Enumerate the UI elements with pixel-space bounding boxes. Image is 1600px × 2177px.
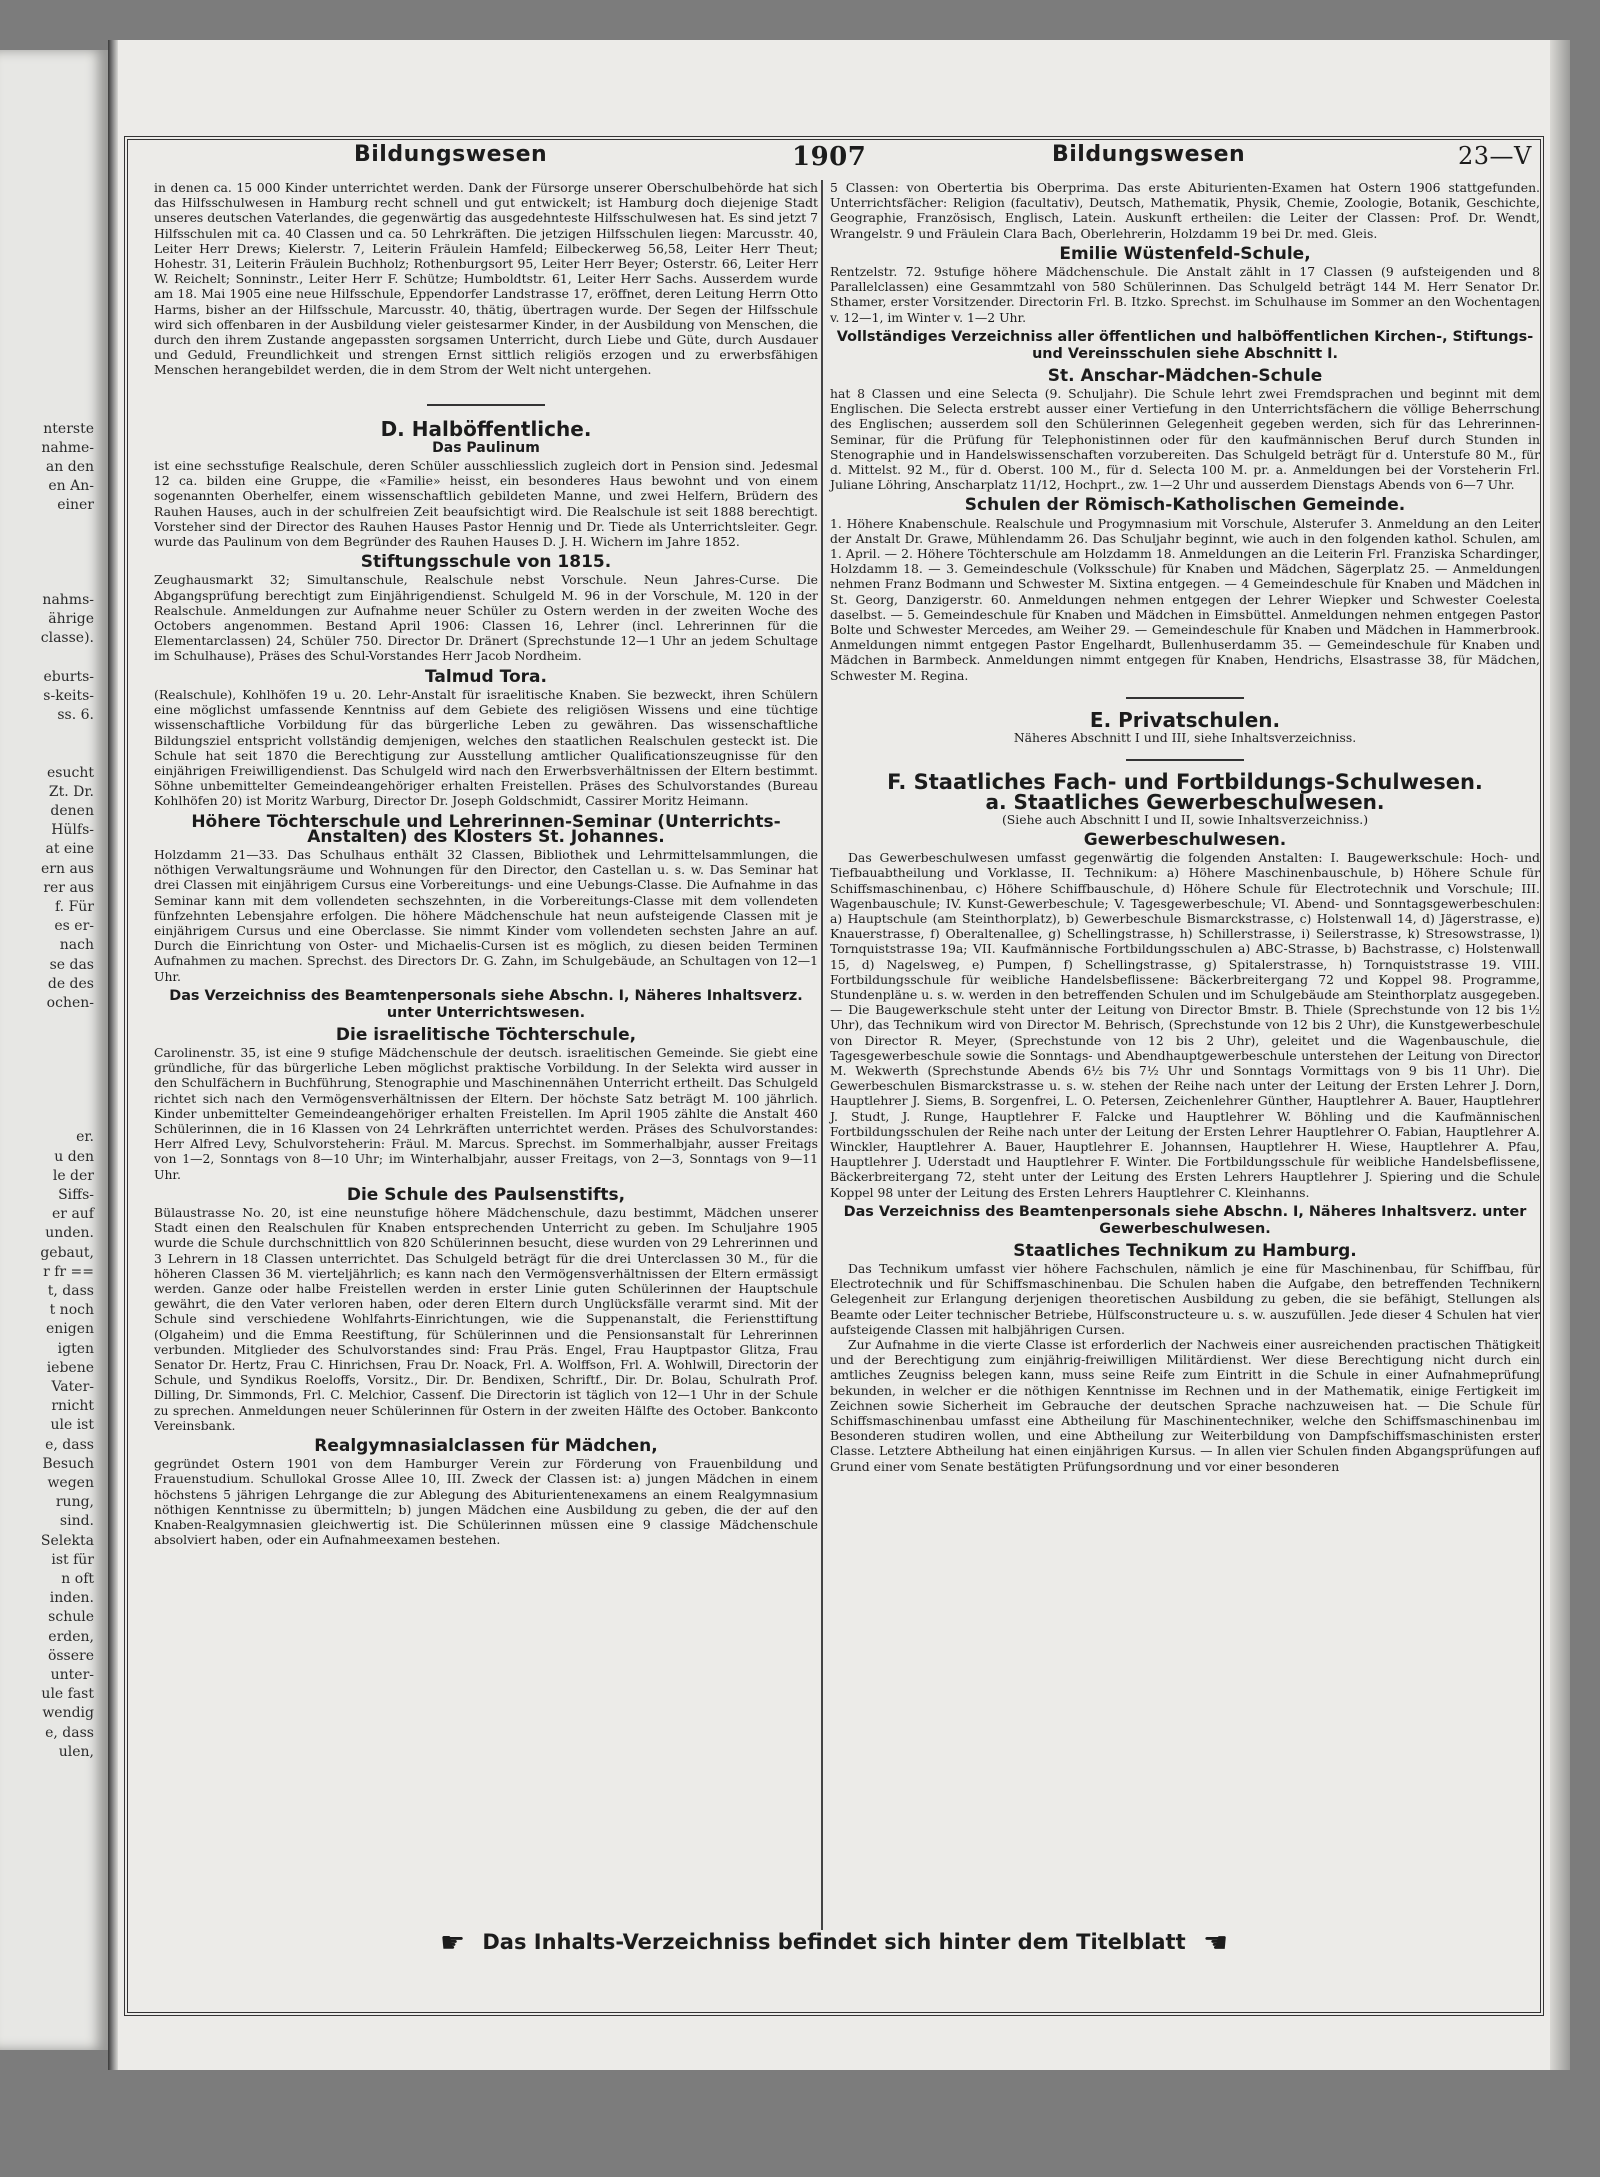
left-page-fragment: s-keits- (43, 687, 94, 704)
left-page-fragment: u den (54, 1148, 94, 1165)
realgymnasial-continuation: 5 Classen: von Obertertia bis Oberprima. Das erste Abiturienten-Examen hat Ostern 1906 stattgefunden. Unterrichtsfächer: Religion (facultativ), Deutsch, Mathematik, Physik, Chemie, Zoologie, Botanik, Geschichte, Geographie, Französisch, Englisch, Latein. Auskunft ertheilen: die Leiter der Classen: Prof. Dr. Wendt, Wrangelstr. 9 und Fräulein Clara Bach, Oberlehrerin, Holzdamm 19 bei Dr. med. Gleis. (830, 180, 1540, 241)
left-page-fragment: f. Für (54, 899, 94, 915)
right-column (830, 180, 1540, 1474)
wuestenfeld-text: Rentzelstr. 72. 9stufige höhere Mädchenschule. Die Anstalt zählt in 17 Classen (9 aufsteigenden und 8 Parallelclassen) eine Gesammtzahl von 580 Schülerinnen. Das Schulgeld beträgt 144 M. Herr Senator Dr. Sthamer, erster Vorsitzender. Directorin Frl. B. Itzko. Sprechst. im Schulhause im Sommer an den Wochentagen v. 12—1, im Winter v. 1—2 Uhr. (830, 264, 1540, 325)
section-heading-d: D. Halböffentliche. (380, 416, 592, 441)
left-page-fragment: ochen- (46, 995, 94, 1011)
left-page-fragment: össere (47, 1647, 94, 1664)
paulsenstift-heading: Die Schule des Paulsenstifts, (346, 1184, 626, 1205)
left-page-fragment: unden. (45, 1225, 94, 1242)
left-page-fragment: le der (52, 1167, 94, 1184)
st-anschar-heading: St. Anschar-Mädchen-Schule (1047, 365, 1323, 386)
left-page-fragment: nahms- (42, 592, 94, 608)
left-page-fragment: ist für (51, 1551, 94, 1568)
left-page-fragment: er. (76, 1129, 94, 1146)
israelitische-toechterschule-heading: Die israelitische Töchterschule, (335, 1024, 637, 1045)
verzeichniss-note: Vollständiges Verzeichniss aller öffentlichen und halböffentlichen Kirchen-, Stiftungs- und Vereinsschulen siehe Abschnitt I. (836, 328, 1534, 362)
left-page-fragment: t, dass (47, 1283, 94, 1299)
israelitische-toechterschule-text: Carolinenstr. 35, ist eine 9 stufige Mädchenschule der deutsch. israelitischen Gemeinde. Sie giebt eine gründliche, für das bürgerliche Leben möglichst praktische Vorbildung. In der Selekta wird ausser in den Schulfächern in Buchführung, Stenographie und Maschinennähen Unterricht ertheilt. Das Schulgeld richtet sich nach den Vermögensverhältnissen der Eltern. Der höchste Satz beträgt M. 100 jährlich. Kinder unbemittelter Gemeindeangehöriger erhalten Freistellen. Im April 1905 zählte die Anstalt 460 Schülerinnen, die in 16 Klassen von 24 Lehrkräften unterrichtet werden. Präses des Schulvorstandes: Herr Alfred Levy, Schulvorsteherin: Fräul. M. Marcus. Sprechst. im Sommerhalbjahr, ausser Freitags von 1—2, Sonntags von 8—10 Uhr; im Winterhalbjahr, ausser Freitags, von 2—3, Sonntags von 9—11 Uhr. (154, 1044, 818, 1182)
katholische-schulen-text: 1. Höhere Knabenschule. Realschule und Progymnasium mit Vorschule, Alsterufer 3. Anmeldung an den Leiter der Anstalt Dr. Grawe, Mühlendamm 26. Das Schuljahr beginnt, wie auch in den folgenden kathol. Schulen, am 1. April. — 2. Höhere Töchterschule am Holzdamm 18. Anmeldungen an die Leiterin Frl. Franziska Schardinger, Holzdamm 18. — 3. Gemeindeschule (Volksschule) für Knaben und Mädchen, Sägerplatz 25. — Anmeldungen nehmen Franz Bodmann und Schwester M. Sixtina entgegen. — 4 Gemeindeschule für Knaben und Mädchen in St. Georg, Danzigerstr. 60. Anmeldungen nehmen entgegen der Lehrer Wiepker und Schwester Coelesta daselbst. — 5. Gemeindeschule für Knaben und Mädchen in Eimsbüttel. Anmeldungen nehmen entgegen Pastor Bolte und Schwester Mercedes, am Weiher 29. — Gemeindeschule für Knaben und Mädchen in Hammerbrook. Anmeldungen nimmt entgegen Pastor Engelhardt, Bullenhuserdamm 35. — Gemeindeschule für Knaben und Mädchen in Barmbeck. Anmeldungen nimmt entgegen für Knaben, Hendrichs, Elsastrasse 38, für Mädchen, Schwester M. Regina. (830, 515, 1540, 683)
left-page-fragment: ährige (48, 611, 94, 627)
left-page-fragment: nterste (43, 421, 94, 437)
hilfsschulen-paragraph: in denen ca. 15 000 Kinder unterrichtet werden. Dank der Fürsorge unserer Oberschulbehörde hat sich das Hilfsschulwesen in Hamburg recht schnell und gut entwickelt; ist Hamburg doch diejenige Stadt unseres deutschen Vaterlandes, die gegenwärtig das ausgedehnteste Hilfsschulwesen hat. Es sind jetzt 7 Hilfsschulen mit ca. 40 Classen und ca. 50 Lehrkräften. Die jetzigen Hilfsschulen liegen: Marcusstr. 40, Leiter Herr Drews; Kielerstr. 7, Leiterin Fräulein Hamfeld; Eilbeckerweg 56,58, Leiter Herr Theut; Hohestr. 31, Leiterin Fräulein Buchholz; Rothenburgsort 95, Leiter Herr Beyer; Osterstr. 66, Leiter Herr W. Reichelt; Sonninstr., Leiter Herr F. Schütze; Humboldtstr. 61, Leiter Herr Sachs. Ausserdem wurde am 18. Mai 1905 eine neue Hilfsschule, Eppendorfer Landstrasse 17, eröffnet, deren Leitung Herrn Otto Harms, bisher an der Hilfsschule, Marcusstr. 40, thätig, übertragen wurde. Der Segen der Hilfsschule wird sich offenbaren in der Ausbildung vieler geistesarmer Kinder, in der Ausbildung von Menschen, die durch den ihrem Zustande angepassten sorgsamen Unterricht, durch Liebe und Güte, durch Ausdauer und Geduld, Freundlichkeit und strengen Ernst sittlich religiös erzogen und zu erwerbsfähigen Menschen herangebildet werden, die in dem Strom der Welt nicht untergehen. (154, 180, 818, 378)
left-page-fragment: n oft (61, 1571, 94, 1587)
left-page-fragment: ss. 6. (57, 707, 94, 723)
technikum-heading: Staatliches Technikum zu Hamburg. (1013, 1240, 1357, 1261)
left-page-fragment: de des (47, 975, 94, 992)
left-page-fragment: Zt. Dr. (48, 783, 94, 800)
left-page-fragment: unter- (50, 1667, 94, 1683)
footer-notice (118, 1926, 1550, 1959)
gewerbeschul-beamtenpersonal-note: Das Verzeichniss des Beamtenpersonals siehe Abschn. I, Näheres Inhaltsverz. unter Gewerbeschulwesen. (843, 1203, 1527, 1237)
gewerbeschulwesen-text: Das Gewerbeschulwesen umfasst gegenwärtig die folgenden Anstalten: I. Baugewerkschule: Hoch- und Tiefbauabtheilung und Vorklasse, II. Technikum: a) Höhere Maschinenbauschule, b) Höhere Schule für Schiffsmaschinenbau, c) Höhere Schiffbauschule, d) Höhere Schule für Electrotechnik und Vorschule; III. Wagenbauschule; IV. Kunst-Gewerbeschule; V. Tagesgewerbeschule; VI. Abend- und Sonntagsgewerbeschulen: a) Hauptschule (am Steinthorplatz), b) Gewerbeschule Bismarckstrasse, c) Holstenwall 14, d) Jägerstrasse, e) Knauerstrasse, f) Oberaltenallee, g) Schellingstrasse, h) Schillerstrasse, i) Seilerstrasse, k) Stresowstrasse, l) Tornquiststrasse 19a; VII. Kaufmännische Fortbildungsschulen a) ABC-Strasse, b) Bachstrasse, c) Holstenwall 15, d) Nagelsweg, e) Pumpen, f) Schellingstrasse, g) Spitalerstrasse, h) Tornquiststrasse 19. VIII. Fortbildungsschule für weibliche Handelsbeflissene: Bäckerbreitergang 72 und Koppel 98. Programme, Stundenpläne u. s. w. werden in den betreffenden Schulen und im Schulgebäude am Steinthorplatz ausgegeben. — Die Baugewerkschule steht unter der Leitung von Director Bmstr. B. Thiele (Sprechstunde von 12 bis 1½ Uhr), das Technikum wird von Director M. Behrisch, (Sprechstunde von 12 bis 2 Uhr), die Kunstgewerbeschule von Director R. Meyer, (Sprechstunde von 12 bis 2 Uhr), geleitet und die Wagenbauschule, die Tagesgewerbeschule sowie die Sonntags- und Abendhauptgewerbeschule unterstehen der Leitung von Director M. Wekwerth (Sprechstunde Abends 6½ bis 7½ Uhr und Sonntags Vormittags von 9 bis 11 Uhr). Die Gewerbeschulen Bismarckstrasse u. s. w. stehen der Reihe nach unter der Leitung der Ersten Lehrer J. Dorn, Hauptlehrer J. Siems, B. Sorgenfrei, L. O. Petersen, Zeichenlehrer Günther, Hauptlehrer A. Bauer, Hauptlehrer J. Studt, J. Runge, Hauptlehrer F. Falcke und Hauptlehrer W. Böhling und die Kaufmännischen Fortbildungsschulen der Reihe nach unter der Leitung der Ersten Lehrer Hauptlehrer O. Fabian, Hauptlehrer A. Winckler, Hauptlehrer A. Bauer, Hauptlehrer E. Johannsen, Hauptlehrer H. Wiese, Hauptlehrer A. Pfau, Hauptlehrer J. Uderstadt und Hauptlehrer F. Winter. Die Fortbildungsschule für weibliche Handelsbeflissene, Bäckerbreitergang 72, steht unter der Leitung des Ersten Lehrers Hauptlehrer J. Spiering und die Schule Koppel 98 unter der Leitung des Ersten Lehrers Hauptlehrer C. Kleinhanns. (830, 850, 1540, 1200)
talmud-tora-text: (Realschule), Kohlhöfen 19 u. 20. Lehr-Anstalt für israelitische Knaben. Sie bezweckt, ihren Schülern eine möglichst umfassende Kenntniss auf dem Gebiete des religiösen Wissens und eine tüchtige wissenschaftliche Vorbildung für das bürgerliche Leben zu gewähren. Das wissenschaftliche Bildungsziel entspricht vollständig demjenigen, welches den staatlichen Realschulen gesteckt ist. Die Schule hat seit 1870 die Berechtigung zur Ausstellung amtlicher Qualificationszeugnisse für den einjährigen Freiwilligendienst. Das Schulgeld wird nach den Erwerbsverhältnissen der Eltern bestimmt. Söhne unbemittelter Gemeindeangehöriger erhalten Freistellen. Präses des Schulvorstandes (Bureau Kohlhöfen 20) ist Moritz Warburg, Director Dr. Joseph Goldschmidt, Cassirer Moritz Heimann. (154, 686, 818, 809)
left-page-fragment: igten (57, 1340, 94, 1357)
left-page-fragment: iebene (46, 1359, 94, 1376)
section-rule (1126, 759, 1244, 761)
section-rule (427, 404, 545, 406)
left-page-fragment: eburts- (43, 668, 94, 685)
left-page-fragment: ern aus (41, 860, 94, 877)
left-page-fragment: ule fast (41, 1686, 94, 1703)
left-page-fragment: esucht (47, 764, 94, 781)
left-page-fragment: se das (49, 956, 94, 973)
left-page-fragment: r fr == (43, 1263, 94, 1280)
left-page-fragment: rnicht (51, 1398, 94, 1415)
left-page-fragment: denen (50, 803, 94, 819)
page (118, 40, 1550, 2070)
st-johannes-heading: Höhere Töchterschule und Lehrerinnen-Seminar (Unterrichts-Anstalten) des Klosters St. Johannes. (191, 811, 781, 847)
left-page-fragment: einer (57, 497, 94, 513)
pointing-hand-left-icon: ☚ (1202, 1926, 1229, 1959)
subsection-heading-a: a. Staatliches Gewerbeschulwesen. (985, 789, 1385, 814)
katholische-schulen-heading: Schulen der Römisch-Katholischen Gemeinde. (964, 495, 1406, 516)
footer-text: Das Inhalts-Verzeichniss befindet sich hinter dem Titelblatt (482, 1930, 1186, 1954)
talmud-tora-heading: Talmud Tora. (425, 666, 547, 687)
stiftungsschule-heading: Stiftungsschule von 1815. (360, 552, 612, 573)
technikum-text: Das Technikum umfasst vier höhere Fachschulen, nämlich je eine für Maschinenbau, für Schiffbau, für Electrotechnik und für Schiffsmaschinenbau. Die Schulen haben die Aufgabe, den betreffenden Technikern Gelegenheit zur Erlangung derjenigen theoretischen Ausbildung zu geben, die sie befähigt, Stellungen als Beamte oder Leiter technischer Betriebe, Hülfsconstructeure u. s. w. auszufüllen. Jede dieser 4 Schulen hat vier aufsteigende Classen mit halbjährigen Cursen. (830, 1260, 1540, 1337)
left-page-fragment: t noch (49, 1302, 94, 1319)
stiftungsschule-text: Zeughausmarkt 32; Simultanschule, Realschule nebst Vorschule. Neun Jahres-Curse. Die Abgangsprüfung berechtigt zum Einjährigendienst. Schulgeld M. 96 in der Vorschule, M. 120 in der Realschule. Anmeldungen zur Aufnahme neuer Schüler zu Ostern werden in der zweiten Woche des Octobers angenommen. Bestand April 1906: Classen 16, Lehrer (incl. Lehrerinnen für die Elementarclassen) 24, Schüler 750. Director Dr. Dränert (Sprechstunde 12—1 Uhr an jedem Schultage im Schulhause), Präses des Schul-Vorstandes Herr Jacob Nordheim. (154, 572, 818, 664)
left-page-fragment: ulen, (58, 1743, 94, 1760)
book-gutter (108, 40, 118, 2070)
realgymnasialclassen-text: gegründet Ostern 1901 von dem Hamburger Verein zur Förderung von Frauenbildung und Frauenstudium. Schullokal Grosse Allee 10, III. Zweck der Classen ist: a) jungen Mädchen in einem höchstens 5 jährigen Lehrgange die zur Ablegung des Abiturientenexamens an einem Realgymnasium nöthigen Kenntnisse zu übermitteln; b) jungen Mädchen eine Ausbildung zu geben, die der auf den Knaben-Realgymnasien gleichwertig ist. Die Schülerinnen müssen eine 9 classige Mädchenschule absolviert haben, oder ein Aufnahmeexamen bestehen. (154, 1456, 818, 1548)
section-rule (1126, 697, 1244, 699)
column-divider (821, 180, 823, 1930)
st-johannes-text: Holzdamm 21—33. Das Schulhaus enthält 32 Classen, Bibliothek und Lehrmittelsammlungen, die nöthigen Verwaltungsräume und Wohnungen für den Director, den Castellan u. s. w. Das Seminar hat drei Classen mit einjährigem Cursus eine Vorbereitungs- und eine Uebungs-Classe. Die Aufnahme in das Seminar kann mit dem vollendeten sechszehnten, in die Vorbereitungs-Classe mit dem vollendeten fünfzehnten Lebensjahre erfolgen. Die höhere Mädchenschule hat neun aufsteigende Classen mit je einjährigem Cursus und eine Oberclasse. Sie nimmt Kinder vom vollendeten sechsten Jahre an auf. Durch die Einrichtung von Oster- und Michaelis-Cursen ist es möglich, zu diesen beiden Terminen Aufnahmen zu machen. Sprechst. des Directors Dr. G. Zahn, im Schulgebäude, an Schultagen von 12—1 Uhr. (154, 846, 818, 984)
paulinum-heading: Das Paulinum (432, 439, 540, 456)
left-page-fragment: Selekta (40, 1532, 94, 1549)
header-right-title: Bildungswesen (1052, 142, 1246, 167)
left-page-fragment: ule ist (50, 1417, 94, 1434)
wuestenfeld-heading: Emilie Wüstenfeld-Schule, (1059, 243, 1311, 264)
section-heading-e: E. Privatschulen. (1089, 707, 1281, 732)
left-page-fragment: nahme- (41, 440, 94, 456)
left-page-fragment: e, dass (45, 1436, 94, 1453)
paulinum-text: ist eine sechsstufige Realschule, deren Schüler ausschliesslich zugleich dort in Pension sind. Jedesmal 12 ca. bilden eine Gruppe, die «Familie» heisst, ein besonderes Haus bewohnt und von einem sogenannten Oberhelfer, einem wissenschaftlich gebildeten Manne, und zwei Helfern, Brüdern des Rauhen Hauses, auch in der schulfreien Zeit beaufsichtigt wird. Die Realschule ist seit 1888 berechtigt. Vorsteher sind der Director des Rauhen Hauses Pastor Hennig und Dr. Tiede als Unterrichtsleiter. Gegr. wurde das Paulinum von dem Begründer des Rauhen Hauses D. J. H. Wichern im Jahre 1852. (154, 458, 818, 550)
left-page-fragment: erden, (48, 1628, 94, 1645)
page-edge-right (1550, 40, 1570, 2070)
technikum-text-2: Zur Aufnahme in die vierte Classe ist erforderlich der Nachweis einer ausreichenden practischen Thätigkeit und der Berechtigung zum einjährig-freiwilligen Militärdienst. Wer diese Berechtigung nicht durch ein amtliches Zeugniss belegen kann, muss seine Reife zum Eintritt in die Schule in einer Aufnahmeprüfung bekunden, in welcher er die nöthigen Kenntnisse im Rechnen und in der Mathematik, einige Fertigkeit im Zeichnen sowie Sicherheit im Gebrauche der deutschen Sprache nachzuweisen hat. — Die Schule für Schiffsmaschinenbau umfasst eine Abtheilung für Maschinentechniker, welche den Schiffsmaschinenbau im Besonderen studiren wollen, und eine Abtheilung zur Weiterbildung von Dampfschiffsmaschinisten erster Classe. Letztere Abtheilung hat einen einjährigen Kursus. — In allen vier Schulen finden Abgangsprüfungen auf Grund einer vom Senate bestätigten Prüfungsordnung und vor einer besonderen (830, 1337, 1540, 1474)
left-page-fragment: inden. (49, 1590, 94, 1607)
left-page-fragment: er auf (52, 1206, 94, 1223)
paulsenstift-text: Bülaustrasse No. 20, ist eine neunstufige höhere Mädchenschule, dazu bestimmt, Mädchen unserer Stadt einen den Realschulen für Knaben entsprechenden Unterricht zu geben. Im Schuljahre 1905 wurde die Schule durchschnittlich von 820 Schülerinnen besucht, diese wurden von 29 Lehrerinnen und 3 Lehrern in 18 Classen unterrichtet. Das Schulgeld beträgt für die drei Unterclassen 30 M., für die höheren Classen 36 M. vierteljährlich; es kann nach den Vermögensverhältnissen der Eltern ermässigt werden. Ganze oder halbe Freistellen werden in erster Linie guten Schülerinnen der Hauptschule gewährt, die den Vater verloren haben, oder deren Eltern durch Unglücksfälle verarmt sind. Mit der Schule sind verschiedene Wohlfahrts-Einrichtungen, wie die Suppenanstalt, die Feriensttiftung (Olgaheim) und die Emma Reestiftung, für Schülerinnen und die Pensionsanstalt für Lehrerinnen verbunden. Mitglieder des Schulvorstandes sind: Frau Präs. Engel, Frau Hauptpastor Glitza, Frau Senator Dr. Hertz, Frau C. Hinrichsen, Frau Dr. Noack, Frl. A. Wolffson, Frl. A. Wohlwill, Directorin der Schule, und Syndikus Roeloffs, Vorsitz., Dir. Dr. Bendixen, Schriftf., Dir. Dr. Bolau, Schulrath Prof. Dilling, Dr. Simmonds, Frl. C. Melchior, Cassenf. Die Directorin ist täglich von 12—1 Uhr in der Schule zu sprechen. Anmeldungen neuer Schülerinnen für Ostern in der zweiten Hälfte des October. Bankconto Vereinsbank. (154, 1204, 818, 1433)
left-page-fragment: en An- (48, 478, 94, 494)
st-anschar-text: hat 8 Classen und eine Selecta (9. Schuljahr). Die Schule lehrt zwei Fremdsprachen und beginnt mit dem Englischen. Die Selecta erstrebt ausser einer Vertiefung in den Unterrichtsfächern die völlige Beherrschung des Englischen; ausserdem soll den Schülerinnen Gelegenheit gegeben werden, sich für das Lehrerinnen-Seminar, für die Prüfung für Telephonistinnen oder für den kaufmännischen Beruf durch Stunden in Stenographie und in Handelswissenschaften vorzubereiten. Das Schulgeld beträgt für d. Unterstufe 80 M., für d. Mittelst. 92 M., für d. Oberst. 100 M., für d. Selecta 100 M. pr. a. Anmeldungen bei der Vorsteherin Frl. Juliane Löhring, Anscharplatz 11/12, Hochprt., zw. 1—2 Uhr und ausserdem Dienstags Abends von 6—7 Uhr. (830, 386, 1540, 493)
left-column (154, 180, 818, 1547)
page-header (118, 142, 1550, 178)
left-page-fragment: at eine (45, 841, 94, 858)
gewerbeschulwesen-heading: Gewerbeschulwesen. (1083, 829, 1287, 850)
left-page-fragment: Vater- (51, 1379, 94, 1395)
left-page-fragment: rer aus (43, 879, 94, 896)
left-page-fragment: gebaut, (40, 1244, 94, 1261)
realgymnasialclassen-heading: Realgymnasialclassen für Mädchen, (314, 1436, 658, 1457)
left-page-fragment: an den (45, 459, 94, 475)
header-left-title: Bildungswesen (354, 142, 548, 167)
left-page-fragment: Hülfs- (51, 822, 94, 839)
left-page-fragment: sind. (59, 1513, 94, 1530)
left-page-fragment: rung, (55, 1494, 94, 1511)
left-page-fragment: Siffs- (58, 1187, 94, 1203)
left-page-fragment: Besuch (42, 1455, 94, 1472)
privatschulen-text: Näheres Abschnitt I und III, siehe Inhaltsverzeichniss. (1013, 730, 1357, 746)
pointing-hand-right-icon: ☛ (439, 1926, 466, 1959)
header-year: 1907 (792, 142, 867, 172)
left-page-fragment: wegen (47, 1475, 94, 1491)
left-page-fragment: e, dass (45, 1724, 94, 1741)
section-heading-f: F. Staatliches Fach- und Fortbildungs-Schulwesen. (887, 770, 1483, 795)
page-number: 23—V (1458, 142, 1532, 170)
left-page-fragment: wendig (42, 1705, 94, 1722)
left-page-edge (0, 50, 108, 2050)
left-page-fragment: nach (59, 937, 94, 954)
left-page-fragment: classe). (40, 630, 94, 647)
subsection-a-reference: (Siehe auch Abschnitt I und II, sowie Inhaltsverzeichniss.) (1001, 811, 1369, 827)
left-page-fragment: es er- (54, 918, 94, 935)
beamtenpersonal-note: Das Verzeichniss des Beamtenpersonals siehe Abschn. I, Näheres Inhaltsverz. unter Unterrichtswesen. (169, 987, 803, 1021)
left-page-fragment: schule (48, 1609, 94, 1626)
left-page-fragment: enigen (45, 1321, 94, 1338)
